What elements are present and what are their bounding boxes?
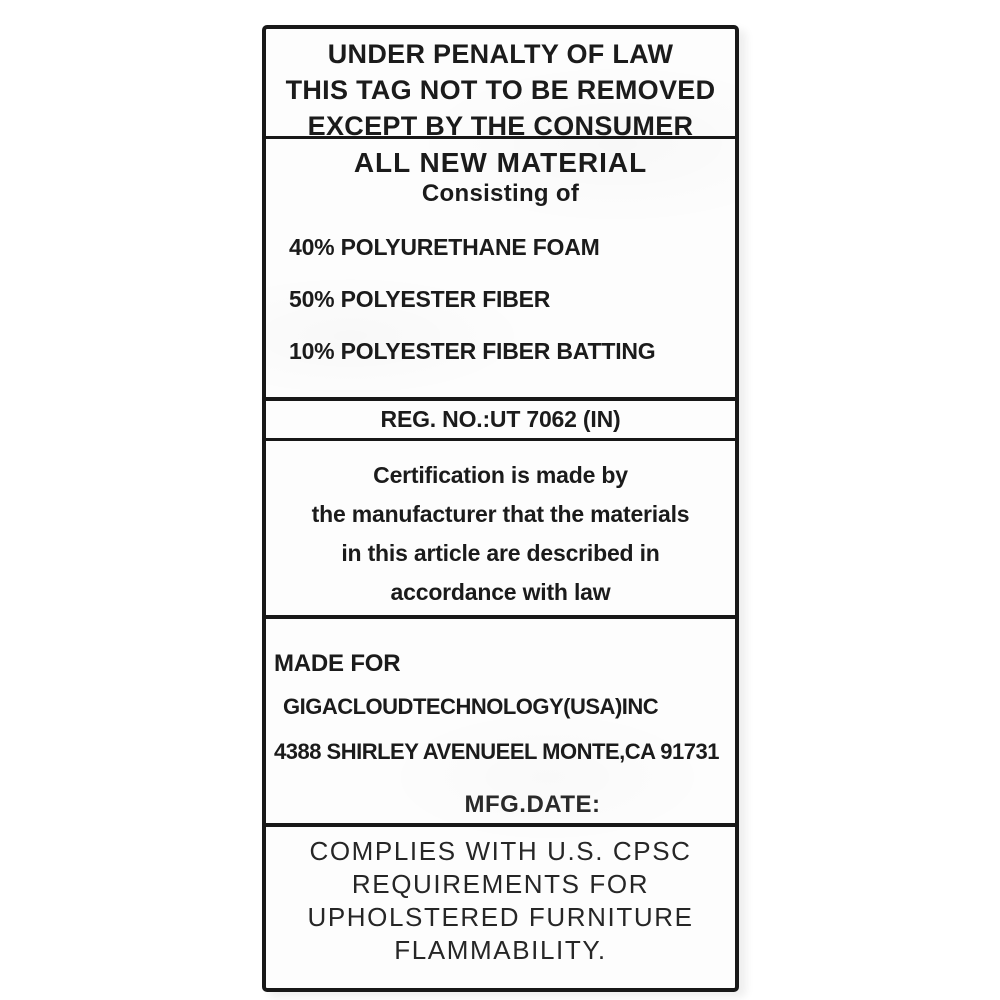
registration-number: REG. NO.:UT 7062 (IN) bbox=[380, 406, 621, 432]
certification-line-2: the manufacturer that the materials bbox=[311, 501, 690, 527]
registration-number-section bbox=[266, 401, 735, 441]
warning-line-2: THIS TAG NOT TO BE REMOVED bbox=[285, 75, 716, 105]
certification-line-3: in this article are described in bbox=[341, 540, 660, 566]
materials-subtitle: Consisting of bbox=[421, 180, 580, 207]
compliance-line-4: FLAMMABILITY. bbox=[394, 935, 607, 965]
company-address: 4388 SHIRLEY AVENUEEL MONTE,CA 91731 bbox=[274, 739, 719, 764]
material-item-batting: 10% POLYESTER FIBER BATTING bbox=[289, 338, 656, 364]
warning-line-3: EXCEPT BY THE CONSUMER bbox=[307, 111, 694, 141]
compliance-line-2: REQUIREMENTS FOR bbox=[351, 869, 650, 899]
certification-line-4: accordance with law bbox=[390, 579, 611, 605]
mfg-date-label: MFG.DATE: bbox=[464, 791, 601, 818]
materials-section bbox=[266, 139, 735, 401]
furniture-law-tag bbox=[262, 25, 739, 992]
material-item-fiber: 50% POLYESTER FIBER bbox=[289, 286, 551, 312]
company-name: GIGACLOUDTECHNOLOGY(USA)INC bbox=[283, 694, 659, 719]
penalty-warning-section bbox=[266, 29, 735, 139]
made-for-label: MADE FOR bbox=[274, 650, 401, 677]
warning-line-1: UNDER PENALTY OF LAW bbox=[327, 39, 674, 69]
compliance-line-3: UPHOLSTERED FURNITURE bbox=[307, 902, 694, 932]
compliance-line-1: COMPLIES WITH U.S. CPSC bbox=[309, 836, 692, 866]
material-item-foam: 40% POLYURETHANE FOAM bbox=[289, 234, 600, 260]
certification-line-1: Certification is made by bbox=[373, 462, 628, 488]
materials-title: ALL NEW MATERIAL bbox=[353, 147, 648, 178]
certification-section bbox=[266, 441, 735, 619]
compliance-section bbox=[266, 827, 735, 988]
made-for-section bbox=[266, 619, 735, 827]
